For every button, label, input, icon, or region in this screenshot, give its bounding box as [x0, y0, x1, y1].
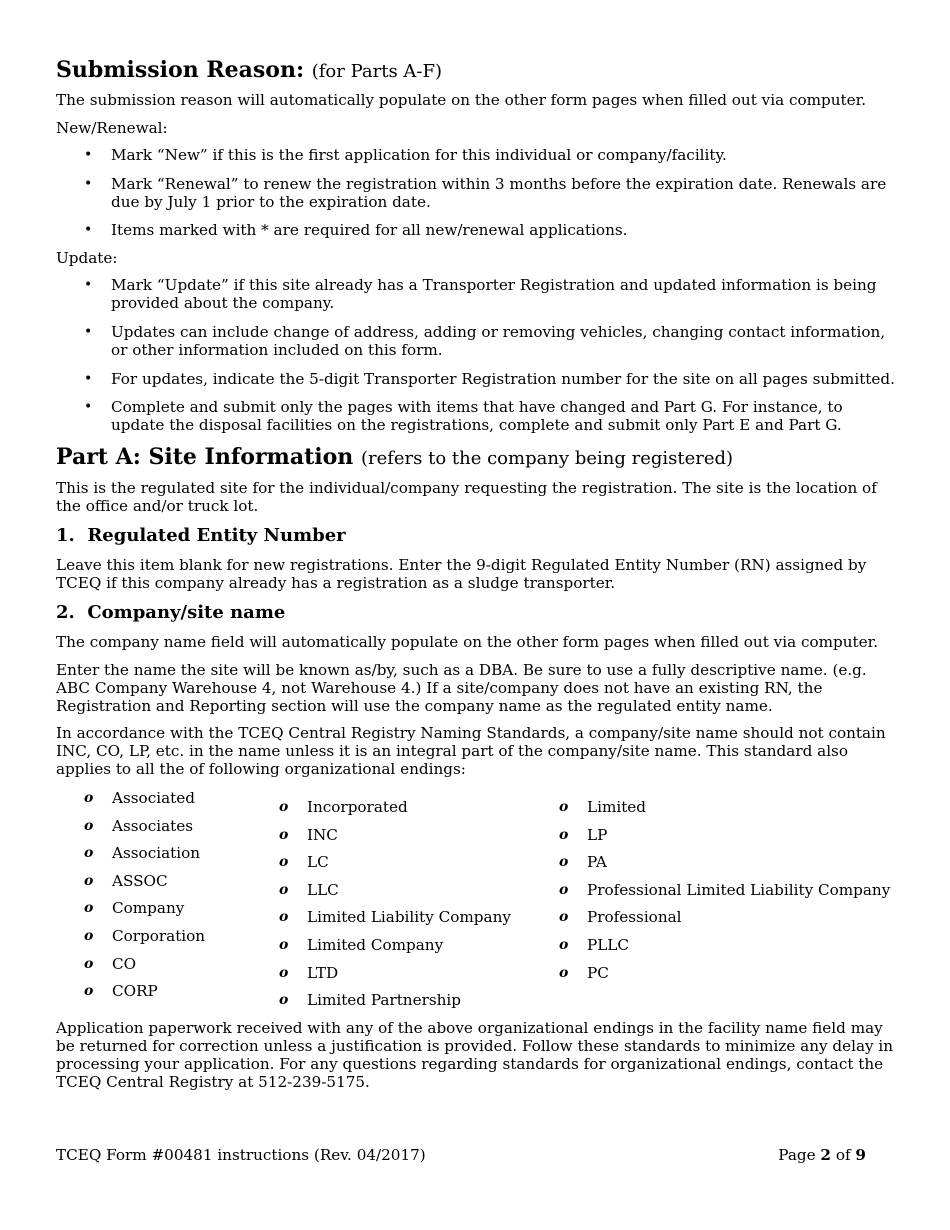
list-item	[56, 276, 895, 312]
list-item-text: For updates, indicate the 5-digit Transporter Registration number for the site on all pages submitted.	[111, 370, 895, 388]
list-item	[559, 964, 890, 992]
circle-bullet-icon: o	[559, 854, 569, 871]
bullet-icon: •	[84, 147, 93, 163]
part-a-heading-sub: (refers to the company being registered)	[360, 448, 734, 469]
list-item-text: INC	[307, 825, 338, 844]
list-item	[559, 908, 890, 936]
list-item-text: Limited Company	[307, 935, 444, 954]
submission-intro: The submission reason will automatically populate on the other form pages when filled out via computer.	[56, 91, 867, 109]
list-item-text: PC	[587, 963, 609, 982]
list-item	[56, 175, 895, 211]
list-item	[84, 844, 205, 872]
list-item	[279, 908, 511, 936]
section-1-text: Leave this item blank for new registrations. Enter the 9-digit Regulated Entity Number (RN) assigned by TCEQ if this company already has a registration as a sludge transporter.	[56, 556, 867, 592]
new-renewal-label: New/Renewal:	[56, 119, 168, 137]
list-item-text: Limited	[587, 798, 647, 816]
list-item	[559, 881, 890, 909]
form-number: TCEQ Form #00481 instructions (Rev. 04/2017)	[56, 1146, 426, 1164]
list-item-text: LTD	[307, 963, 339, 982]
section-2-p1: The company name field will automatically populate on the other form pages when filled out via computer.	[56, 633, 879, 651]
list-item-text: Associated	[112, 789, 195, 807]
circle-bullet-icon: o	[84, 872, 94, 889]
part-a-heading-text: Part A: Site Information	[56, 444, 354, 470]
list-item	[279, 881, 511, 909]
section-1-heading: 1. Regulated Entity Number	[56, 525, 346, 546]
circle-bullet-icon: o	[84, 983, 94, 1000]
list-item-text: Company	[112, 899, 185, 918]
section-2-heading: 2. Company/site name	[56, 602, 286, 623]
circle-bullet-icon: o	[279, 854, 289, 871]
list-item	[56, 221, 950, 239]
list-item	[279, 936, 511, 964]
part-a-intro: This is the regulated site for the individual/company requesting the registration. The site is the location of the office and/or truck lot.	[56, 479, 877, 515]
page-of: of	[835, 1146, 851, 1164]
circle-bullet-icon: o	[84, 845, 94, 862]
list-item	[84, 899, 205, 927]
list-item-text: Mark “Renewal” to renew the registration within 3 months before the expiration date. Renewals are due by July 1 prior to the expiration date.	[111, 175, 887, 211]
list-item	[279, 853, 511, 881]
list-item	[279, 991, 511, 1019]
part-a-heading	[56, 443, 896, 473]
list-item-text: Limited Liability Company	[307, 908, 511, 927]
bullet-icon: •	[84, 371, 93, 387]
endings-column-1	[84, 789, 205, 1010]
submission-heading-text: Submission Reason:	[56, 57, 305, 83]
list-item	[559, 826, 890, 854]
list-item-text: PA	[587, 853, 607, 872]
list-item-text: ASSOC	[112, 871, 168, 890]
circle-bullet-icon: o	[84, 900, 94, 917]
list-item	[56, 370, 950, 388]
list-item	[56, 146, 950, 164]
endings-column-3	[559, 798, 890, 991]
circle-bullet-icon: o	[84, 927, 94, 944]
list-item-text: Updates can include change of address, adding or removing vehicles, changing contact information, or other information included on this form.	[111, 323, 886, 359]
list-item	[84, 789, 205, 817]
bullet-icon: •	[84, 277, 93, 293]
circle-bullet-icon: o	[279, 826, 289, 843]
update-label: Update:	[56, 249, 118, 267]
circle-bullet-icon: o	[84, 817, 94, 834]
circle-bullet-icon: o	[559, 881, 569, 898]
circle-bullet-icon: o	[279, 799, 289, 815]
list-item-text: CO	[112, 954, 137, 973]
circle-bullet-icon: o	[279, 964, 289, 981]
page-current: 2	[820, 1146, 831, 1164]
circle-bullet-icon: o	[84, 790, 94, 806]
circle-bullet-icon: o	[559, 936, 569, 953]
list-item	[84, 817, 205, 845]
circle-bullet-icon: o	[559, 964, 569, 981]
circle-bullet-icon: o	[559, 826, 569, 843]
page-number	[778, 1146, 866, 1164]
list-item	[279, 826, 511, 854]
list-item-text: PLLC	[587, 935, 630, 954]
page-total: 9	[855, 1146, 866, 1164]
list-item	[279, 964, 511, 992]
section-2-p3: In accordance with the TCEQ Central Registry Naming Standards, a company/site name should not contain INC, CO, LP, etc. in the name unless it is an integral part of the company/site name. This standard also applies to all the of following organizational endings:	[56, 724, 886, 778]
submission-heading-sub: (for Parts A-F)	[311, 61, 443, 82]
list-item	[84, 927, 205, 955]
list-item-text: CORP	[112, 982, 158, 1001]
list-item-text: Mark “Update” if this site already has a Transporter Registration and updated information is being provided about the company.	[111, 276, 877, 312]
circle-bullet-icon: o	[279, 881, 289, 898]
list-item-text: Professional Limited Liability Company	[587, 880, 891, 899]
submission-heading	[56, 56, 896, 86]
list-item-text: Corporation	[112, 926, 206, 945]
page-footer	[56, 1146, 866, 1164]
circle-bullet-icon: o	[279, 909, 289, 926]
bullet-icon: •	[84, 399, 93, 415]
list-item	[559, 936, 890, 964]
section-2-p2: Enter the name the site will be known as/by, such as a DBA. Be sure to use a fully descriptive name. (e.g. ABC Company Warehouse 4, not Warehouse 4.) If a site/company does not have an existing RN, the Registration and Reporting section will use the company name as the regulated entity name.	[56, 661, 867, 715]
list-item-text: LC	[307, 853, 329, 872]
bullet-icon: •	[84, 222, 93, 238]
page-prefix: Page	[778, 1146, 816, 1164]
list-item-text: Limited Partnership	[307, 991, 461, 1010]
list-item-text: LP	[587, 825, 608, 844]
list-item-text: Complete and submit only the pages with items that have changed and Part G. For instance, to update the disposal facilities on the registrations, complete and submit only Part E and Part G.	[111, 398, 843, 434]
bullet-icon: •	[84, 324, 93, 340]
list-item	[84, 982, 205, 1010]
circle-bullet-icon: o	[279, 936, 289, 953]
list-item-text: Mark “New” if this is the first application for this individual or company/facility.	[111, 146, 727, 164]
circle-bullet-icon: o	[279, 992, 289, 1009]
list-item	[559, 798, 890, 826]
circle-bullet-icon: o	[84, 955, 94, 972]
list-item-text: Association	[112, 844, 201, 863]
list-item-text: Incorporated	[307, 798, 408, 816]
list-item-text: Items marked with * are required for all new/renewal applications.	[111, 221, 628, 239]
list-item-text: Associates	[112, 816, 194, 835]
circle-bullet-icon: o	[559, 799, 569, 815]
list-item	[559, 853, 890, 881]
list-item	[56, 398, 895, 434]
list-item-text: Professional	[587, 908, 682, 927]
circle-bullet-icon: o	[559, 909, 569, 926]
list-item	[56, 323, 895, 359]
bullet-icon: •	[84, 176, 93, 192]
list-item	[84, 872, 205, 900]
list-item	[84, 955, 205, 983]
list-item	[279, 798, 511, 826]
closing-paragraph: Application paperwork received with any of the above organizational endings in the facility name field may be returned for correction unless a justification is provided. Follow these standards to minimize any delay in processing your application. For any questions regarding standards for organizational endings, contact the TCEQ Central Registry at 512-239-5175.	[56, 1019, 894, 1091]
endings-column-2	[279, 798, 511, 1019]
list-item-text: LLC	[307, 880, 339, 899]
